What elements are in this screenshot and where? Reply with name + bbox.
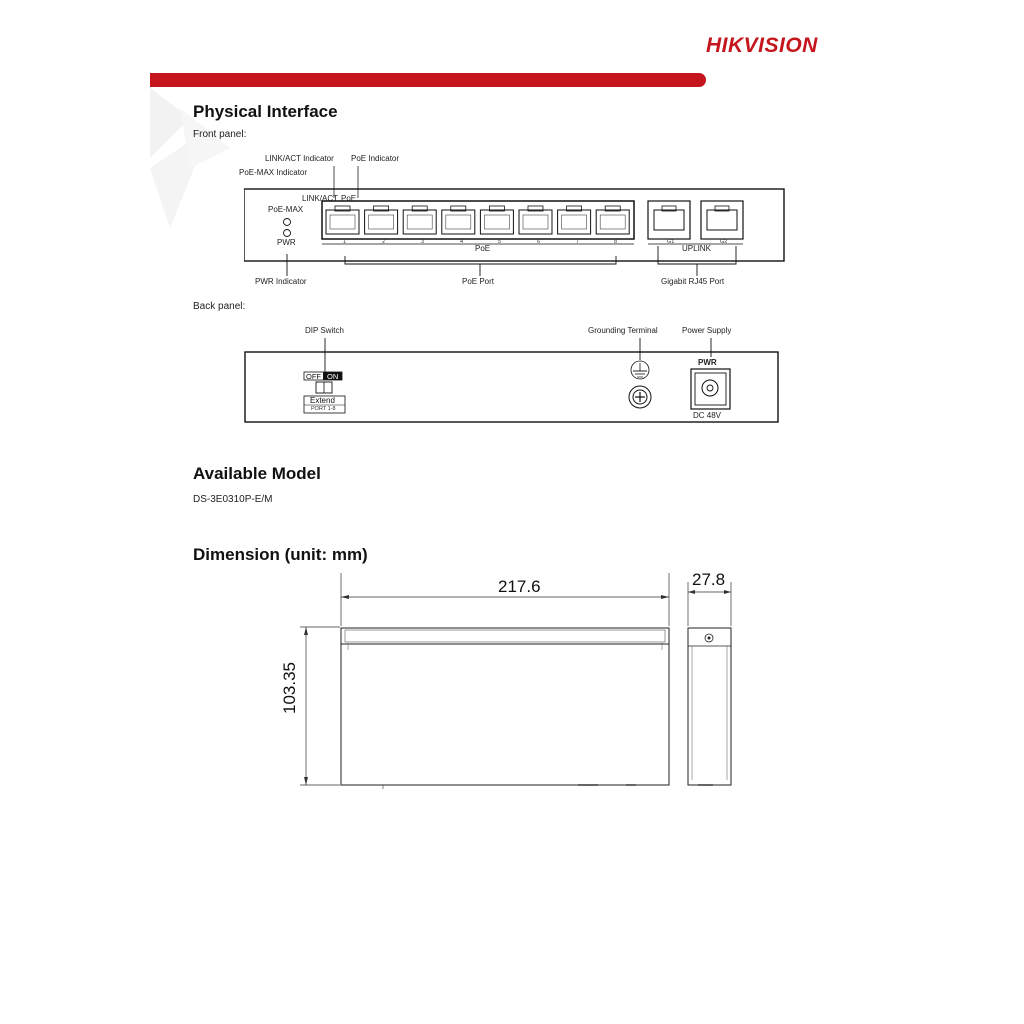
poe-port-contacts — [369, 215, 394, 229]
poe-port-socket — [480, 210, 513, 234]
power-dc-label: DC 48V — [693, 411, 722, 420]
poe-port-contacts — [484, 215, 509, 229]
callout-power-supply: Power Supply — [682, 326, 732, 335]
dip-extend-label: Extend — [310, 396, 335, 405]
poe-port-socket — [519, 210, 552, 234]
poe-port-number: 5 — [498, 239, 502, 245]
logo-text: HIKVISION — [706, 34, 818, 57]
poe-port-number: 7 — [576, 239, 580, 245]
hikvision-logo — [706, 34, 818, 58]
poe-port-contacts — [523, 215, 548, 229]
poe-port-contacts — [407, 215, 432, 229]
dimension-drawing — [288, 570, 748, 800]
section-title-dimension: Dimension (unit: mm) — [193, 545, 368, 564]
callout-grounding-terminal: Grounding Terminal — [588, 326, 658, 335]
poe-port-number: 3 — [421, 239, 425, 245]
front-panel-diagram — [244, 160, 794, 290]
poe-port-contacts — [446, 215, 471, 229]
poe-port-socket — [558, 210, 591, 234]
section-title-physical-interface: Physical Interface — [193, 102, 338, 121]
model-number: DS-3E0310P-E/M — [193, 494, 273, 505]
poe-port-socket — [403, 210, 436, 234]
panel-label-link-act: LINK/ACT — [302, 194, 339, 203]
front-panel-label: Front panel: — [193, 129, 247, 140]
dimension-depth-value: 27.8 — [692, 570, 726, 589]
poe-port-socket — [596, 210, 629, 234]
section-title-available-model: Available Model — [193, 464, 321, 483]
uplink-port-number: G1 — [667, 239, 675, 245]
callout-link-act-indicator: LINK/ACT Indicator — [265, 154, 334, 163]
dimension-height-value: 103.35 — [280, 662, 299, 714]
dip-on-label: ON — [327, 372, 339, 381]
callout-pwr-indicator: PWR Indicator — [255, 277, 307, 286]
callout-poe-max-indicator: PoE-MAX Indicator — [239, 168, 308, 177]
back-panel-label: Back panel: — [193, 301, 246, 312]
poe-port-socket — [442, 210, 475, 234]
poe-port-contacts — [330, 215, 355, 229]
panel-label-pwr: PWR — [277, 238, 296, 247]
dip-off-label: OFF — [306, 372, 321, 381]
poe-port-number: 8 — [614, 239, 618, 245]
panel-label-poe-group: PoE — [475, 244, 491, 253]
poe-port-number: 4 — [460, 239, 464, 245]
callout-poe-port: PoE Port — [462, 277, 495, 286]
poe-port-socket — [365, 210, 398, 234]
poe-port-number: 2 — [382, 239, 386, 245]
poe-port-socket — [326, 210, 359, 234]
panel-label-uplink: UPLINK — [682, 244, 711, 253]
poe-port-number: 1 — [343, 239, 347, 245]
header-red-bar — [150, 73, 706, 87]
callout-poe-indicator: PoE Indicator — [351, 154, 400, 163]
dip-port-range-label: PORT 1-8 — [311, 406, 336, 412]
callout-dip-switch: DIP Switch — [305, 326, 344, 335]
panel-label-poe-max: PoE-MAX — [268, 205, 304, 214]
uplink-port-number: G2 — [720, 239, 728, 245]
callout-gigabit-port: Gigabit RJ45 Port — [661, 277, 725, 286]
poe-port-number: 6 — [537, 239, 541, 245]
poe-port-contacts — [600, 215, 625, 229]
power-pwr-label: PWR — [698, 358, 717, 367]
poe-port-contacts — [562, 215, 587, 229]
panel-label-poe: PoE — [341, 194, 357, 203]
dimension-width-value: 217.6 — [498, 577, 541, 596]
